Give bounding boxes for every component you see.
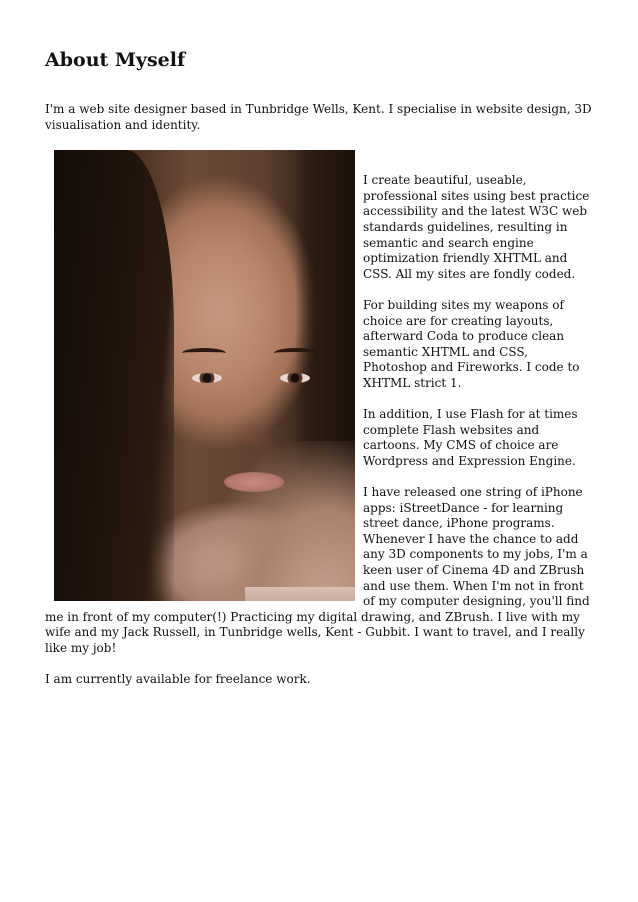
photo-eyebrow-right [274,348,318,358]
page-title: About Myself [45,49,186,71]
content-flow [45,150,595,656]
about-page [45,46,595,703]
photo-nose [232,420,272,446]
photo-hair-left [54,150,174,601]
photo-eyebrow-left [182,348,226,358]
photo-clothing [245,587,355,601]
body-paragraph: In addition, I use Flash for at times complete Flash websites and cartoons. My CMS of choice are Wordpress and Expression Engine. [363,407,578,468]
availability-note: I am currently available for freelance work. [45,672,311,687]
photo-shoulder [205,441,355,601]
photo-hair-right [295,150,355,470]
body-paragraph: For building sites my weapons of choice are for creating layouts, afterward Coda to produce clean semantic XHTML and CSS, Photoshop and Fireworks. I code to XHTML strict 1. [363,297,580,390]
photo-eye-left [192,373,222,383]
body-paragraph: I have released one string of iPhone apps: iStreetDance - for learning street dance, iPhone programs. Whenever I have the chance to add any 3D components to my jobs, I'm a keen user of Cinema 4D and ZBrush and use them. When I'm not in front of my computer designing, you'll find me in front of my computer(!) Practicing my digital drawing, and ZBrush. I live with my wife and my Jack Russell, in Tunbridge wells, Kent - Gubbit. I want to travel, and I really like my job! [45,485,590,655]
body-paragraph: I create beautiful, useable, professional sites using best practice accessibility and the latest W3C web standards guidelines, resulting in semantic and search engine optimization friendly XHTML and CSS. All my sites are fondly coded. [363,173,590,281]
portrait-photo [54,150,355,601]
intro-paragraph: I'm a web site designer based in Tunbridge Wells, Kent. I specialise in website design, 3D visualisation and identity. [45,102,592,132]
